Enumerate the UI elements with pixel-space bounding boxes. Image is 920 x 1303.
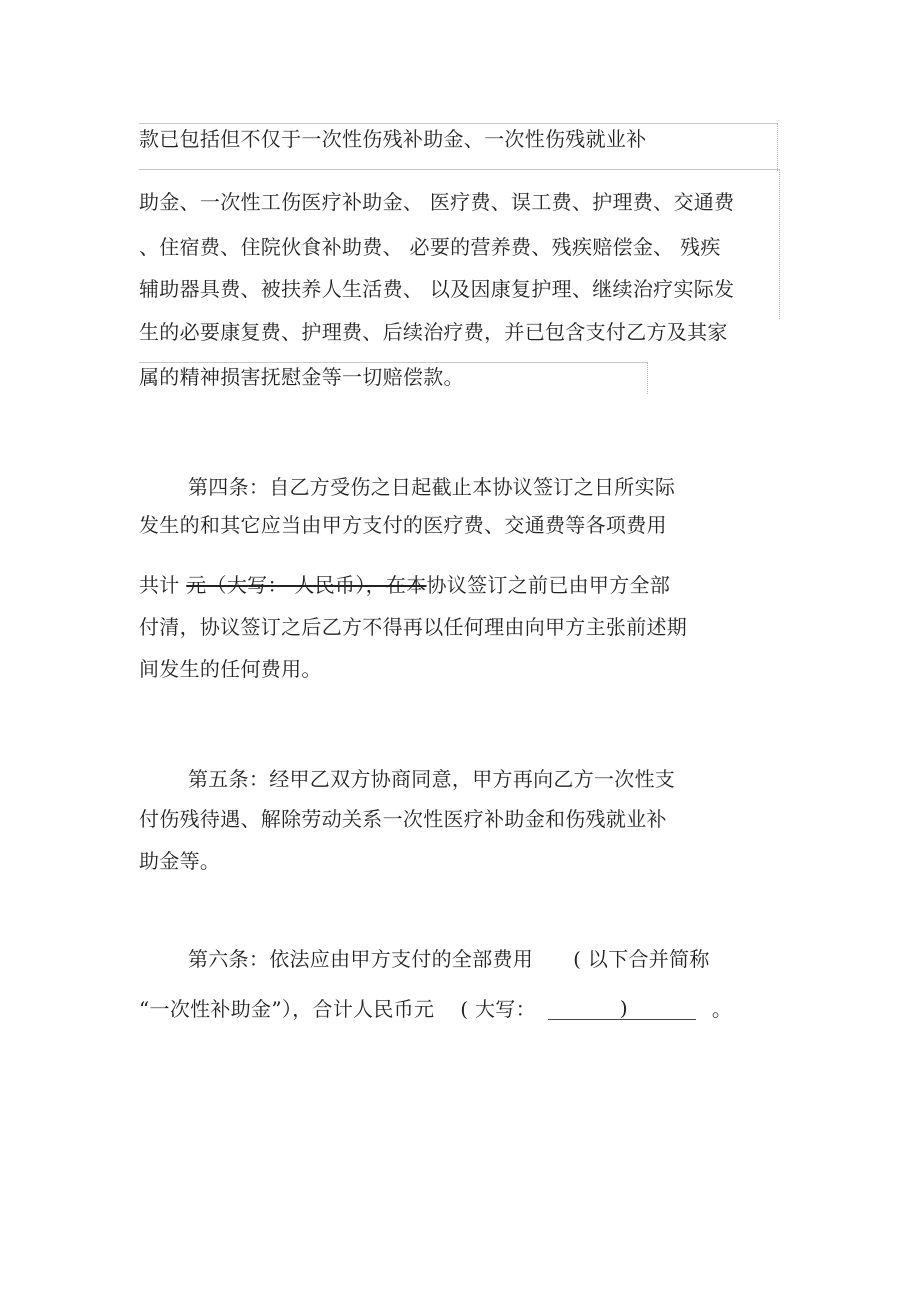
text-segment: 协议签订之前已由甲方全部 bbox=[426, 573, 671, 597]
text-line: 辅助器具费、被扶养人生活费、 以及因康复护理、继续治疗实际发 bbox=[139, 277, 735, 301]
text-line: 第四条：自乙方受伤之日起截止本协议签订之日所实际 bbox=[188, 475, 676, 499]
text-segment: 共计 bbox=[139, 573, 187, 597]
text-line: 助金、一次性工伤医疗补助金、 医疗费、误工费、护理费、交通费 bbox=[139, 190, 735, 214]
struck-text: 元（大写： 人民币），在本 bbox=[186, 573, 427, 597]
text-segment: “一次性补助金”），合计人民币元 bbox=[139, 997, 435, 1021]
text-line: 、住宿费、住院伙食补助费、 必要的营养费、残疾赔偿金、 残疾 bbox=[139, 235, 721, 259]
text-line: 发生的和其它应当由甲方支付的医疗费、交通费等各项费用 bbox=[139, 513, 667, 537]
text-line bbox=[139, 996, 732, 1022]
text-line: 助金等。 bbox=[139, 849, 221, 873]
table-rule bbox=[139, 362, 647, 363]
text-line: 付清，协议签订之后乙方不得再以任何理由向甲方主张前述期 bbox=[139, 615, 688, 639]
table-rule bbox=[139, 169, 779, 170]
text-line: 生的必要康复费、护理费、后续治疗费，并已包含支付乙方及其家 bbox=[139, 320, 728, 344]
text-segment: 。 bbox=[711, 997, 733, 1021]
text-line bbox=[139, 572, 670, 598]
table-rule bbox=[777, 123, 778, 171]
text-line: 第五条：经甲乙双方协商同意，甲方再向乙方一次性支 bbox=[188, 767, 676, 791]
table-rule bbox=[779, 169, 780, 319]
text-segment: 第六条：依法应由甲方支付的全部费用 bbox=[188, 947, 534, 971]
text-line: 款已包括但不仅于一次性伤残补助金、一次性伤残就业补 bbox=[139, 127, 647, 151]
fill-in-blank bbox=[548, 996, 696, 1020]
text-line: 付伤残待遇、解除劳动关系一次性医疗补助金和伤残就业补 bbox=[139, 807, 667, 831]
text-line: 属的精神损害抚慰金等一切赔偿款。 bbox=[139, 365, 464, 389]
table-rule bbox=[647, 362, 648, 394]
text-segment: ) bbox=[619, 996, 629, 1020]
text-segment: ( 以下合并简称 bbox=[573, 947, 710, 971]
text-line: 间发生的任何费用。 bbox=[139, 657, 322, 681]
text-segment: ( 大写： bbox=[460, 997, 536, 1021]
table-rule bbox=[139, 123, 777, 124]
text-line bbox=[188, 946, 710, 972]
